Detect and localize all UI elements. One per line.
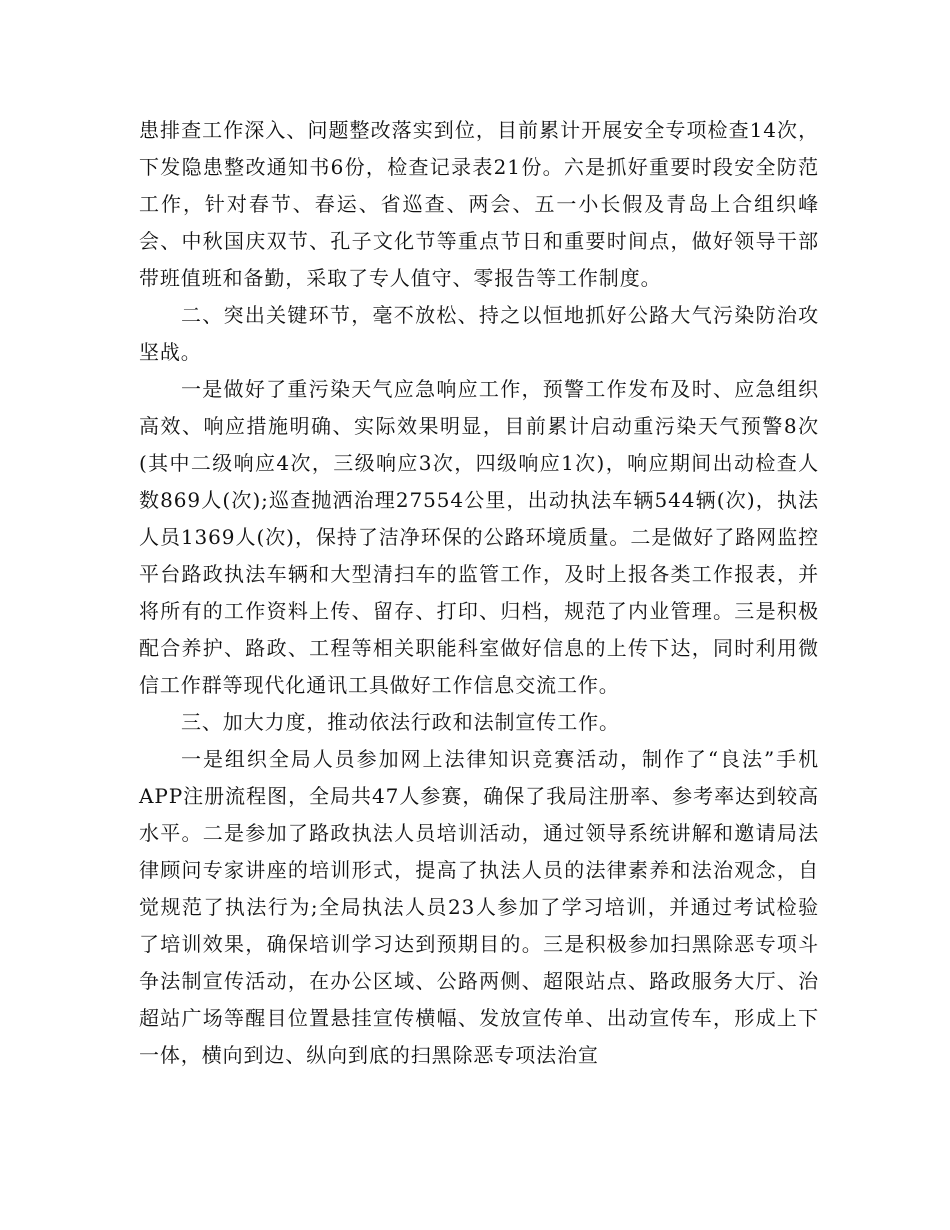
document-page [139,112,819,1074]
paragraph-hazard-inspection: 患排查工作深入、问题整改落实到位，目前累计开展安全专项检查14次，下发隐患整改通知书6份，检查记录表21份。六是抓好重要时段安全防范工作，针对春节、春运、省巡查、两会、五一小长假及青岛上合组织峰会、中秋国庆双节、孔子文化节等重点节日和重要时间点，做好领导干部带班值班和备勤，采取了专人值守、零报告等工作制度。 [139,118,819,290]
paragraph-air-pollution-work: 一是做好了重污染天气应急响应工作，预警工作发布及时、应急组织高效、响应措施明确、实际效果明显，目前累计启动重污染天气预警8次(其中二级响应4次，三级响应3次，四级响应1次)，响应期间出动检查人数869人(次);巡查抛洒治理27554公里，出动执法车辆544辆(次)，执法人员1369人(次)，保持了洁净环保的公路环境质量。二是做好了路网监控平台路政执法车辆和大型清扫车的监管工作，及时上报各类工作报表，并将所有的工作资料上传、留存、打印、归档，规范了内业管理。三是积极配合养护、路政、工程等相关职能科室做好信息的上传下达，同时利用微信工作群等现代化通讯工具做好工作信息交流工作。 [139,377,819,697]
heading-legal-publicity-section: 三、加大力度，推动依法行政和法制宣传工作。 [181,710,620,734]
paragraph-legal-publicity-work: 一是组织全局人员参加网上法律知识竞赛活动，制作了“良法”手机APP注册流程图，全局共47人参赛，确保了我局注册率、参考率达到较高水平。二是参加了路政执法人员培训活动，通过领导系统讲解和邀请局法律顾问专家讲座的培训形式，提高了执法人员的法律素养和法治观念，自觉规范了执法行为;全局执法人员23人参加了学习培训，并通过考试检验了培训效果，确保培训学习达到预期目的。三是积极参加扫黑除恶专项斗争法制宣传活动，在办公区域、公路两侧、超限站点、路政服务大厅、治超站广场等醒目位置悬挂宣传横幅、发放宣传单、出动宣传车，形成上下一体，横向到边、纵向到底的扫黑除恶专项法治宣 [139,747,819,1067]
heading-air-pollution-section: 二、突出关键环节，毫不放松、持之以恒地抓好公路大气污染防治攻坚战。 [139,303,819,364]
